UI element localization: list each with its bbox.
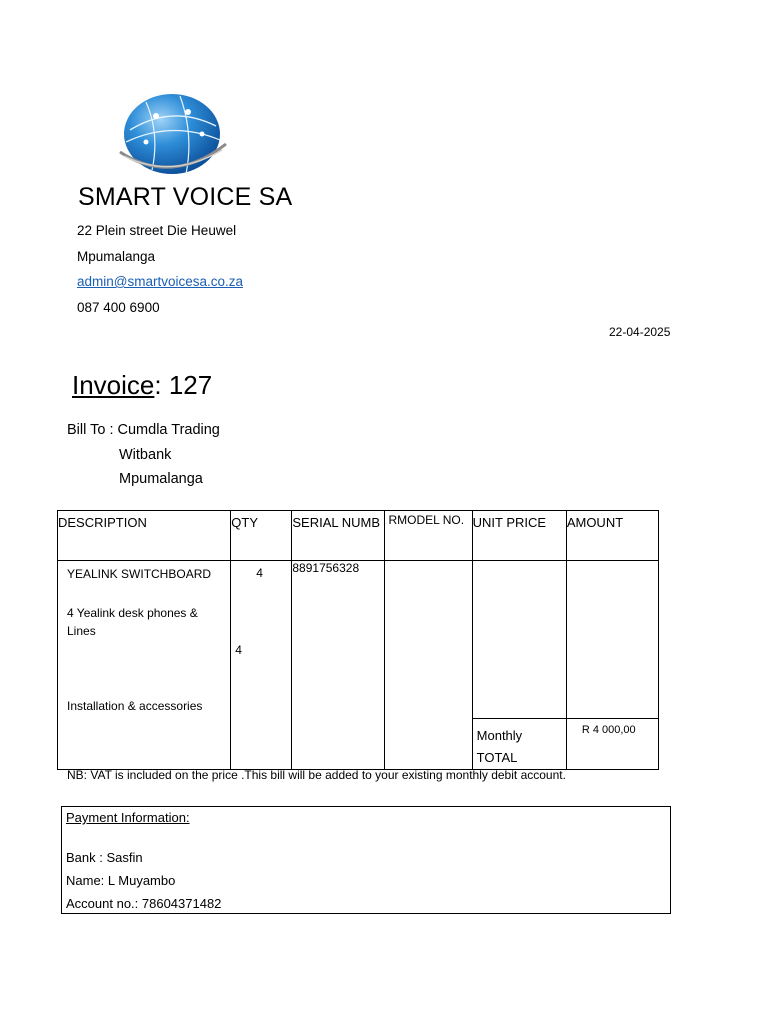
rmodel-cell — [384, 561, 472, 770]
vat-note: NB: VAT is included on the price .This bill will be added to your existing monthly debit account. — [67, 768, 566, 782]
item-description: YEALINK SWITCHBOARD — [67, 567, 212, 581]
bill-to-name: Cumdla Trading — [117, 422, 220, 438]
payment-info-box — [61, 806, 671, 914]
table-row — [58, 561, 659, 770]
header-amount: AMOUNT — [566, 511, 658, 561]
item-description: Installation & accessories — [67, 699, 203, 713]
header-unit-price: UNIT PRICE — [472, 511, 566, 561]
invoice-number: : 127 — [154, 370, 213, 400]
payment-account: Account no.: 78604371482 — [66, 896, 222, 911]
company-email-link[interactable]: admin@smartvoicesa.co.za — [77, 274, 244, 289]
unit-price-cell — [472, 561, 566, 770]
item-qty: 4 — [256, 566, 263, 580]
table-header-row — [58, 511, 659, 561]
header-serial: SERIAL NUMB — [292, 511, 384, 561]
serial-cell — [292, 561, 384, 770]
item-description: 4 Yealink desk phones & Lines — [67, 606, 198, 638]
qty-cell — [231, 561, 292, 770]
invoice-label: Invoice — [72, 370, 155, 400]
invoice-title — [72, 370, 212, 401]
payment-heading: Payment Information: — [66, 810, 190, 825]
bill-to-province: Mpumalanga — [119, 471, 203, 487]
payment-bank: Bank : Sasfin — [66, 850, 143, 865]
header-qty: QTY — [231, 511, 292, 561]
company-address-line2: Mpumalanga — [77, 249, 156, 264]
description-cell — [58, 561, 231, 770]
total-amount: R 4 000,00 — [581, 724, 636, 736]
invoice-date: 22-04-2025 — [609, 325, 671, 339]
header-description: DESCRIPTION — [58, 511, 231, 561]
item-serial: 8891756328 — [292, 561, 360, 575]
item-qty: 4 — [235, 643, 242, 657]
bill-to-label: Bill To : — [67, 422, 118, 438]
amount-cell — [566, 561, 658, 770]
bill-to-block — [67, 418, 220, 492]
total-label: Monthly TOTAL — [476, 728, 523, 765]
bill-to-city: Witbank — [119, 446, 172, 463]
payment-name: Name: L Muyambo — [66, 873, 176, 888]
company-address-line1: 22 Plein street Die Heuwel — [77, 223, 237, 238]
items-table — [57, 510, 659, 770]
globe-icon — [116, 90, 228, 178]
company-phone: 087 400 6900 — [77, 300, 160, 315]
header-rmodel: RMODEL NO. — [384, 511, 472, 561]
company-name: SMART VOICE SA — [78, 183, 293, 211]
